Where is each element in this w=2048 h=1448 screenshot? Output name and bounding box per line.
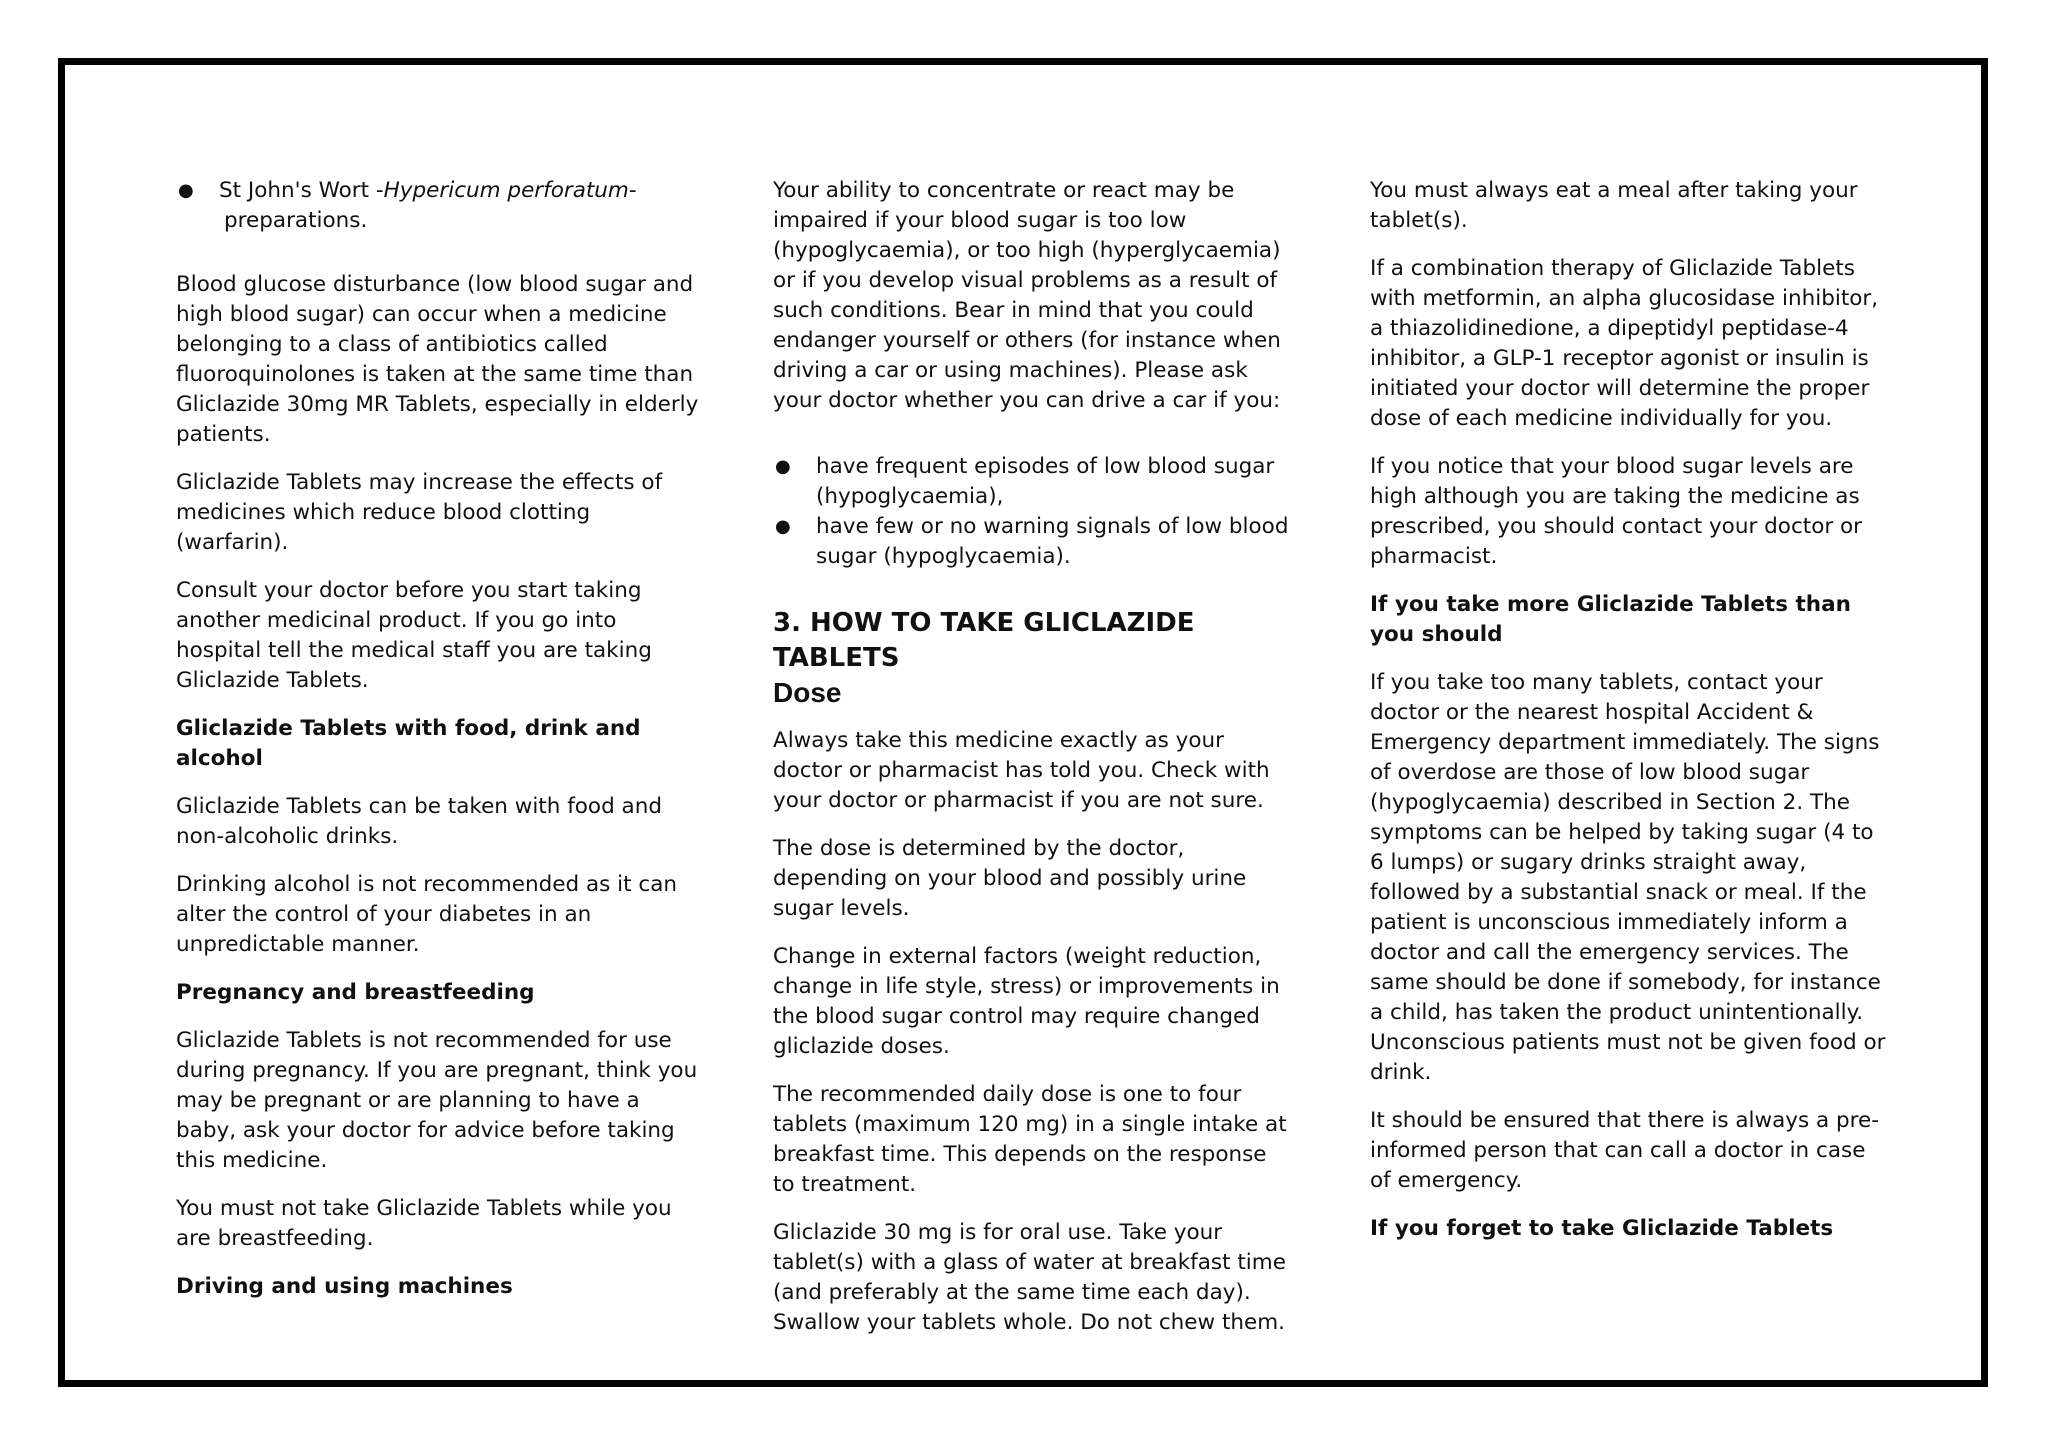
- paragraph-warfarin: Gliclazide Tablets may increase the effects of medicines which reduce blood clotting (warfarin).: [176, 470, 663, 555]
- paragraph-oral-use: Gliclazide 30 mg is for oral use. Take your tablet(s) with a glass of water at breakfast time (and preferably at the same time each day). Swallow your tablets whole. Do not chew them.: [773, 1220, 1286, 1335]
- heading-forget-to-take: If you forget to take Gliclazide Tablets: [1370, 1216, 1834, 1241]
- paragraph-combination-therapy: If a combination therapy of Gliclazide Tablets with metformin, an alpha glucosidase inhibitor, a thiazolidinedione, a dipeptidyl peptidase-4 inhibitor, a GLP-1 receptor agonist or insulin is initiated your doctor will determine the proper dose of each medicine individually for you.: [1370, 256, 1879, 431]
- sjw-prefix: St John's Wort -: [219, 178, 384, 203]
- paragraph-pre-informed-person: It should be ensured that there is always a pre-informed person that can call a doctor in case of emergency.: [1370, 1108, 1880, 1193]
- paragraph-always-take: Always take this medicine exactly as your doctor or pharmacist has told you. Check with your doctor or pharmacist if you are not sure.: [773, 728, 1270, 813]
- paragraph-high-blood-sugar: If you notice that your blood sugar levels are high although you are taking the medicine as prescribed, you should contact your doctor or pharmacist.: [1370, 454, 1863, 569]
- column-3: [1370, 176, 1890, 1262]
- paragraph-alcohol: Drinking alcohol is not recommended as it can alter the control of your diabetes in an unpredictable manner.: [176, 872, 678, 957]
- section-subheading-dose: Dose: [773, 677, 842, 708]
- sjw-italic: Hypericum perforatum: [383, 178, 629, 203]
- bullet-dot-icon: ●: [775, 456, 791, 477]
- bullet-dot-icon: ●: [775, 516, 791, 537]
- paragraph-ability-concentrate: Your ability to concentrate or react may be impaired if your blood sugar is too low (hypoglycaemia), or too high (hyperglycaemia) or if you develop visual problems as a result of such conditions. Bear in mind that you could endanger yourself or others (for instance when driving a car or using machines). Please ask your doctor whether you can drive a car if you:: [773, 178, 1281, 413]
- bullet-st-johns-wort: [176, 176, 706, 236]
- paragraph-too-many-tablets: If you take too many tablets, contact your doctor or the nearest hospital Accident & Emergency department immediately. The signs of overdose are those of low blood sugar (hypoglycaemia) described in Section 2. The symptoms can be helped by taking sugar (4 to 6 lumps) or sugary drinks straight away, followed by a substantial snack or meal. If the patient is unconscious immediately inform a doctor and call the emergency services. The same should be done if somebody, for instance a child, has taken the product unintentionally. Unconscious patients must not be given food or drink.: [1370, 670, 1886, 1085]
- heading-pregnancy: Pregnancy and breastfeeding: [176, 980, 535, 1005]
- paragraph-consult-doctor: Consult your doctor before you start taking another medicinal product. If you go into hospital tell the medical staff you are taking Gliclazide Tablets.: [176, 578, 652, 693]
- bullet-list-driving: [773, 452, 1293, 572]
- sjw-line2: preparations.: [224, 208, 368, 233]
- heading-take-more: If you take more Gliclazide Tablets than you should: [1370, 592, 1851, 647]
- paragraph-glucose-disturbance: Blood glucose disturbance (low blood sugar and high blood sugar) can occur when a medicine belonging to a class of antibiotics called fluoroquinolones is taken at the same time than Gliclazide 30mg MR Tablets, especially in elderly patients.: [176, 272, 699, 447]
- paragraph-food: Gliclazide Tablets can be taken with food and non-alcoholic drinks.: [176, 794, 663, 849]
- list-item: ● have few or no warning signals of low blood sugar (hypoglycaemia).: [775, 514, 1289, 569]
- paragraph-breastfeeding: You must not take Gliclazide Tablets while you are breastfeeding.: [176, 1196, 672, 1251]
- section-heading-how-to-take: 3. HOW TO TAKE GLICLAZIDE TABLETS: [773, 608, 1195, 673]
- list-item: ● have frequent episodes of low blood sugar (hypoglycaemia),: [775, 454, 1275, 509]
- paragraph-recommended-dose: The recommended daily dose is one to four tablets (maximum 120 mg) in a single intake at breakfast time. This depends on the response to treatment.: [773, 1082, 1287, 1197]
- paragraph-eat-meal: You must always eat a meal after taking your tablet(s).: [1370, 178, 1858, 233]
- bullet-dot-icon: ●: [178, 180, 194, 201]
- paragraph-dose-determined: The dose is determined by the doctor, depending on your blood and possibly urine sugar levels.: [773, 836, 1247, 921]
- heading-food-drink-alcohol: Gliclazide Tablets with food, drink and alcohol: [176, 716, 641, 771]
- sjw-suffix: -: [628, 178, 637, 203]
- column-2: [773, 176, 1293, 1356]
- paragraph-pregnancy: Gliclazide Tablets is not recommended for use during pregnancy. If you are pregnant, think you may be pregnant or are planning to have a baby, ask your doctor for advice before taking this medicine.: [176, 1028, 698, 1173]
- column-1: [176, 176, 706, 1320]
- heading-driving-machines: Driving and using machines: [176, 1274, 513, 1299]
- paragraph-external-factors: Change in external factors (weight reduction, change in life style, stress) or improvements in the blood sugar control may require changed gliclazide doses.: [773, 944, 1280, 1059]
